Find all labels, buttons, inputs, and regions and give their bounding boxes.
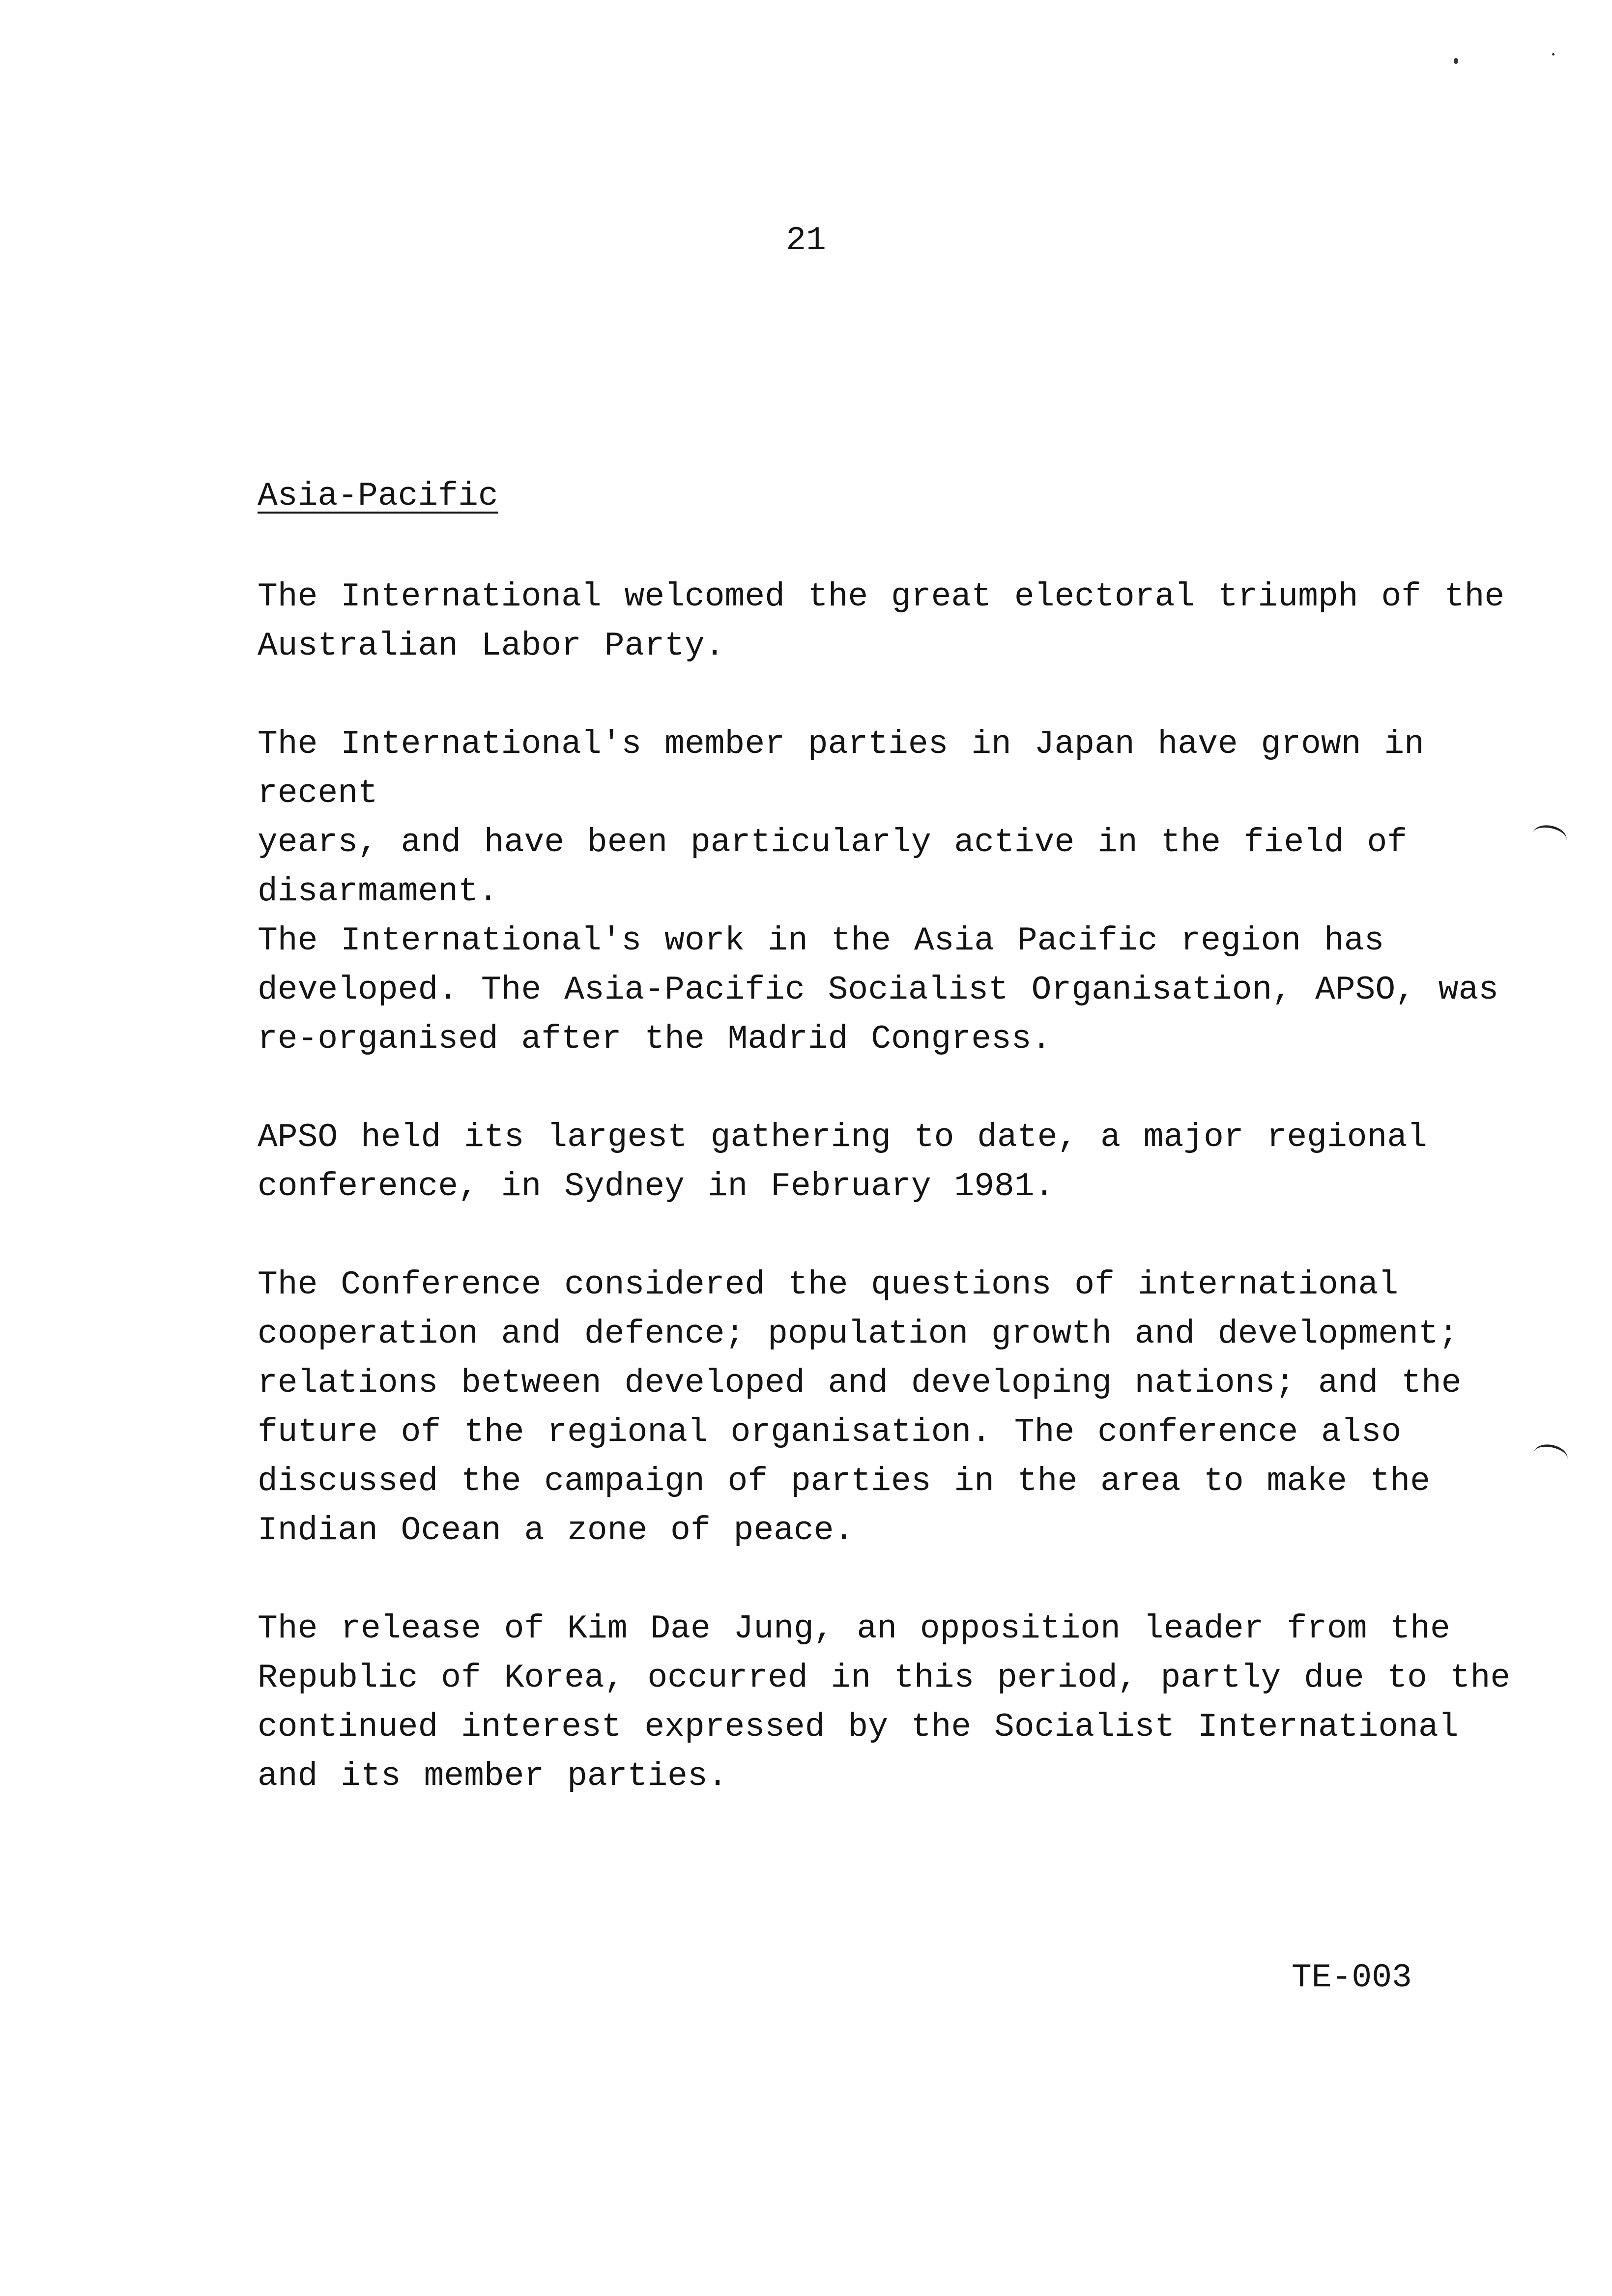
scan-speck bbox=[1552, 53, 1554, 56]
paragraph-sydney-conference: APSO held its largest gathering to date, a major regional conference, in Sydney in February 1981. bbox=[258, 1119, 1427, 1205]
paragraph-labor-party: The International welcomed the great electoral triumph of the Australian Labor Party. bbox=[258, 578, 1505, 665]
page-number: 21 bbox=[786, 222, 826, 259]
section-heading: Asia-Pacific bbox=[258, 477, 498, 515]
paragraph-apso: The International's work in the Asia Pacific region has developed. The Asia-Pacific Socialist Organisation, APSO, was re-organised after the Madrid Congress. bbox=[258, 922, 1499, 1058]
paragraph-japan: The International's member parties in Japan have grown in recent years, and have been particularly active in the field of disarmament. bbox=[258, 725, 1424, 911]
paragraph-conference-topics: The Conference considered the questions of international cooperation and defence; population growth and development; relations between developed and developing nations; and the future of the regional organisation. The conference also discussed the campaign of parties in the area to make the Indian Ocean a zone of peace. bbox=[258, 1266, 1462, 1550]
scan-speck bbox=[1454, 58, 1458, 64]
document-code: TE-003 bbox=[1292, 1959, 1412, 1997]
paragraph-kim-dae-jung: The release of Kim Dae Jung, an opposition leader from the Republic of Korea, occurred in this period, partly due to the continued interest expressed by the Socialist International and its member parties. bbox=[258, 1610, 1511, 1795]
